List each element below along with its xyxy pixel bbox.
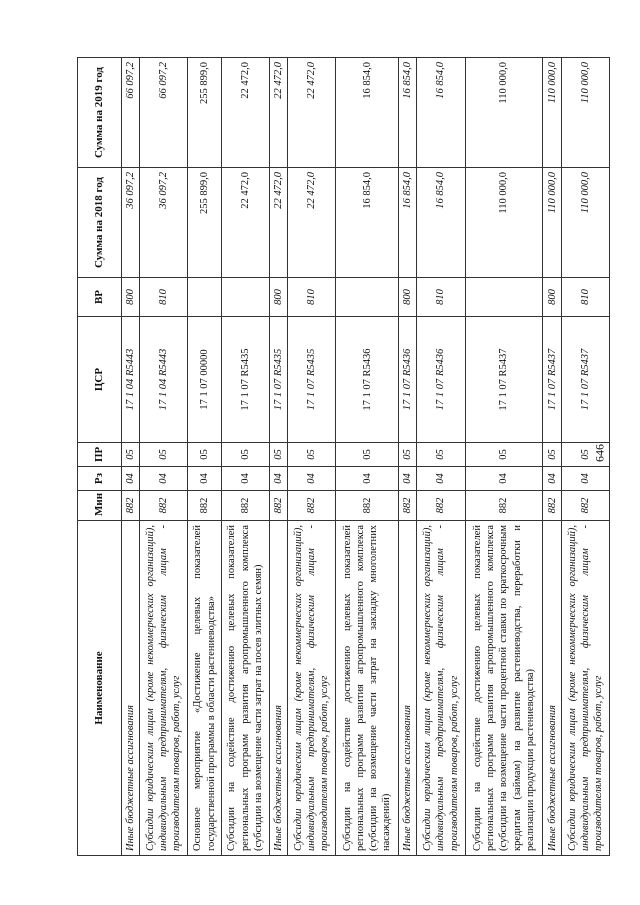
cell-min: 882: [140, 491, 188, 521]
cell-vr: 810: [288, 278, 336, 317]
header-name: Наименование: [78, 521, 122, 856]
cell-sum-2019: 22 472,0: [269, 58, 287, 168]
table-row: [122, 58, 140, 856]
cell-sum-2018: 110 000,0: [561, 168, 609, 278]
cell-min: 882: [336, 491, 399, 521]
cell-csr: 17 1 07 R5436: [399, 317, 417, 443]
cell-min: 882: [269, 491, 287, 521]
header-sum-2019: Сумма на 2019 год: [78, 58, 122, 168]
cell-csr: 17 1 04 R5443: [140, 317, 188, 443]
page-number: 646: [592, 444, 607, 462]
cell-csr: 17 1 04 R5443: [122, 317, 140, 443]
cell-rz: 04: [336, 467, 399, 491]
cell-csr: 17 1 07 R5435: [288, 317, 336, 443]
cell-rz: 04: [465, 467, 543, 491]
cell-rz: 04: [188, 467, 221, 491]
cell-csr: 17 1 07 R5437: [465, 317, 543, 443]
budget-table: [77, 57, 610, 856]
cell-vr: 800: [543, 278, 561, 317]
cell-sum-2018: 255 899,0: [188, 168, 221, 278]
cell-sum-2019: 66 097,2: [140, 58, 188, 168]
table-row: [288, 58, 336, 856]
cell-pr: 05: [221, 443, 269, 467]
header-sum-2018: Сумма на 2018 год: [78, 168, 122, 278]
budget-table-rotated: [77, 58, 610, 856]
cell-vr: 810: [561, 278, 609, 317]
cell-vr: 810: [140, 278, 188, 317]
table-row: [561, 58, 609, 856]
cell-sum-2018: 16 854,0: [336, 168, 399, 278]
cell-min: 882: [399, 491, 417, 521]
cell-sum-2019: 255 899,0: [188, 58, 221, 168]
cell-name: Субсидии на содействие достижению целевых показателей региональных программ развития агропромышленного комплекса (субсидии на возмещение части процентной ставки по краткосрочным кредитам (займам) на развитие растениеводства, переработки и реализации продукции растениеводства): [465, 521, 543, 856]
cell-vr: [465, 278, 543, 317]
cell-name: Иные бюджетные ассигнования: [543, 521, 561, 856]
cell-pr: 05: [288, 443, 336, 467]
cell-name: Иные бюджетные ассигнования: [399, 521, 417, 856]
cell-rz: 04: [269, 467, 287, 491]
cell-pr: 05: [269, 443, 287, 467]
header-rz: Рз: [78, 467, 122, 491]
budget-table-container: [77, 58, 610, 856]
table-row: [417, 58, 465, 856]
cell-sum-2019: 110 000,0: [543, 58, 561, 168]
cell-sum-2019: 16 854,0: [399, 58, 417, 168]
cell-name: Субсидии юридическим лицам (кроме некоммерческих организаций), индивидуальным предпринимателям, физическим лицам - производителям товаров, работ, услуг: [140, 521, 188, 856]
cell-sum-2019: 16 854,0: [336, 58, 399, 168]
cell-sum-2018: 22 472,0: [288, 168, 336, 278]
cell-sum-2019: 66 097,2: [122, 58, 140, 168]
cell-rz: 04: [140, 467, 188, 491]
cell-min: 882: [543, 491, 561, 521]
cell-name: Иные бюджетные ассигнования: [269, 521, 287, 856]
cell-pr: 05: [122, 443, 140, 467]
cell-sum-2018: 22 472,0: [221, 168, 269, 278]
cell-vr: [221, 278, 269, 317]
cell-min: 882: [221, 491, 269, 521]
cell-rz: 04: [288, 467, 336, 491]
table-row: [543, 58, 561, 856]
cell-rz: 04: [417, 467, 465, 491]
cell-name: Иные бюджетные ассигнования: [122, 521, 140, 856]
cell-name: Основное мероприятие «Достижение целевых показателей государственной программы в области растениеводства»: [188, 521, 221, 856]
cell-pr: 05: [465, 443, 543, 467]
cell-pr: 05: [543, 443, 561, 467]
cell-pr: 05: [561, 443, 609, 467]
cell-csr: 17 1 07 00000: [188, 317, 221, 443]
cell-sum-2018: 22 472,0: [269, 168, 287, 278]
table-row: [399, 58, 417, 856]
cell-pr: 05: [417, 443, 465, 467]
table-row: [188, 58, 221, 856]
cell-rz: 04: [543, 467, 561, 491]
cell-vr: [336, 278, 399, 317]
cell-min: 882: [561, 491, 609, 521]
cell-csr: 17 1 07 R5437: [543, 317, 561, 443]
cell-rz: 04: [399, 467, 417, 491]
cell-sum-2018: 110 000,0: [465, 168, 543, 278]
cell-rz: 04: [561, 467, 609, 491]
cell-vr: [188, 278, 221, 317]
cell-sum-2019: 16 854,0: [417, 58, 465, 168]
header-csr: ЦСР: [78, 317, 122, 443]
cell-name: Субсидии юридическим лицам (кроме некоммерческих организаций), индивидуальным предпринимателям, физическим лицам - производителям товаров, работ, услуг: [561, 521, 609, 856]
cell-pr: 05: [336, 443, 399, 467]
table-row: [465, 58, 543, 856]
cell-vr: 800: [269, 278, 287, 317]
cell-vr: 800: [122, 278, 140, 317]
cell-vr: 800: [399, 278, 417, 317]
cell-sum-2019: 110 000,0: [465, 58, 543, 168]
table-row: [221, 58, 269, 856]
cell-name: Субсидии на содействие достижению целевых показателей региональных программ развития агропромышленного комплекса (субсидии на возмещение части затрат на закладку многолетних насаждений): [336, 521, 399, 856]
cell-sum-2019: 22 472,0: [221, 58, 269, 168]
cell-sum-2019: 22 472,0: [288, 58, 336, 168]
cell-min: 882: [465, 491, 543, 521]
cell-pr: 05: [188, 443, 221, 467]
cell-min: 882: [188, 491, 221, 521]
cell-rz: 04: [122, 467, 140, 491]
table-row: [269, 58, 287, 856]
cell-min: 882: [288, 491, 336, 521]
cell-csr: 17 1 07 R5436: [417, 317, 465, 443]
cell-min: 882: [417, 491, 465, 521]
header-pr: ПР: [78, 443, 122, 467]
cell-sum-2018: 36 097,2: [140, 168, 188, 278]
cell-csr: 17 1 07 R5437: [561, 317, 609, 443]
cell-csr: 17 1 07 R5435: [221, 317, 269, 443]
cell-pr: 05: [399, 443, 417, 467]
cell-name: Субсидии юридическим лицам (кроме некоммерческих организаций), индивидуальным предпринимателям, физическим лицам - производителям товаров, работ, услуг: [288, 521, 336, 856]
cell-csr: 17 1 07 R5436: [336, 317, 399, 443]
cell-sum-2018: 36 097,2: [122, 168, 140, 278]
cell-rz: 04: [221, 467, 269, 491]
cell-name: Субсидии юридическим лицам (кроме некоммерческих организаций), индивидуальным предпринимателям, физическим лицам - производителям товаров, работ, услуг: [417, 521, 465, 856]
cell-sum-2018: 16 854,0: [399, 168, 417, 278]
cell-vr: 810: [417, 278, 465, 317]
cell-name: Субсидии на содействие достижению целевых показателей региональных программ развития агропромышленного комплекса (субсидии на возмещение части затрат на посев элитных семян): [221, 521, 269, 856]
header-min: Мин: [78, 491, 122, 521]
cell-pr: 05: [140, 443, 188, 467]
header-vr: ВР: [78, 278, 122, 317]
cell-sum-2018: 16 854,0: [417, 168, 465, 278]
cell-sum-2018: 110 000,0: [543, 168, 561, 278]
cell-sum-2019: 110 000,0: [561, 58, 609, 168]
table-header-row: [78, 58, 122, 856]
table-row: [140, 58, 188, 856]
table-row: [336, 58, 399, 856]
cell-min: 882: [122, 491, 140, 521]
cell-csr: 17 1 07 R5435: [269, 317, 287, 443]
